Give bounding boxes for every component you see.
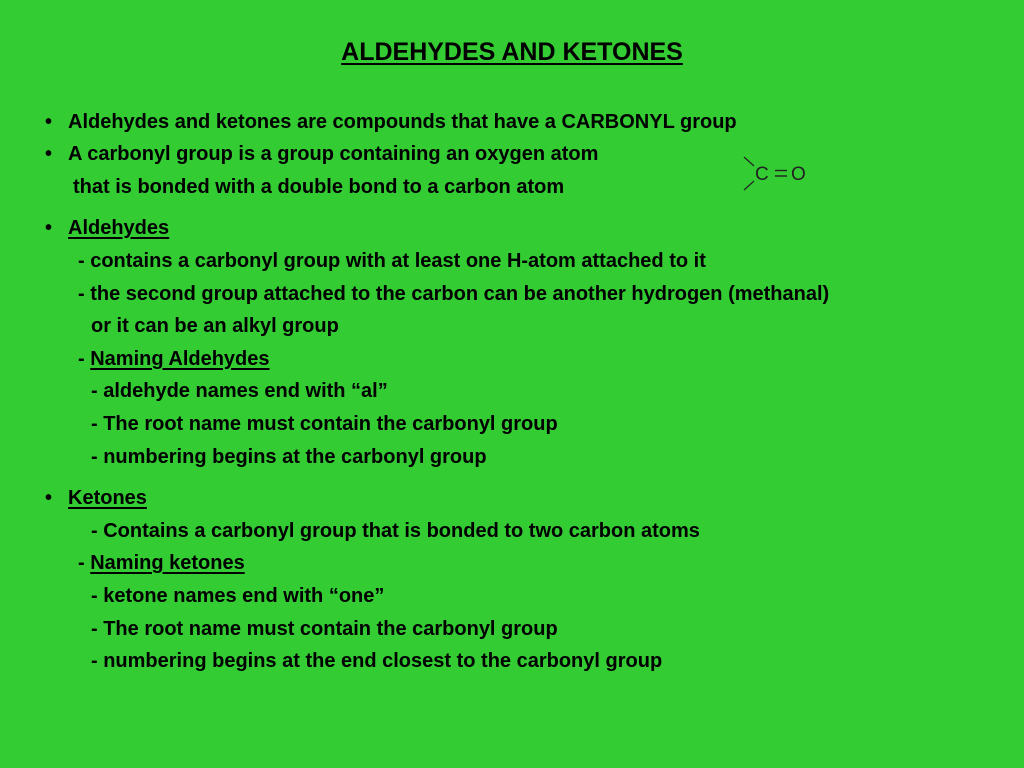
ketones-point-1: - Contains a carbonyl group that is bonded to two carbon atoms <box>91 520 700 542</box>
bullet-marker: • <box>45 487 53 509</box>
carbon-upper-bond <box>744 157 754 166</box>
naming-ketones-prefix: - <box>78 552 91 574</box>
naming-aldehydes-rule-2: - The root name must contain the carbonyl group <box>91 413 558 435</box>
slide-title: ALDEHYDES AND KETONES <box>341 38 683 66</box>
naming-ketones-rule-2: - The root name must contain the carbonyl group <box>91 618 558 640</box>
bullet-marker: • <box>45 111 53 133</box>
intro-line-3: that is bonded with a double bond to a carbon atom <box>73 176 565 198</box>
naming-aldehydes-heading: Naming Aldehydes <box>90 348 270 370</box>
bullet-marker: • <box>45 143 53 165</box>
naming-aldehydes-prefix: - <box>78 348 91 370</box>
ketones-heading: Ketones <box>68 487 147 509</box>
naming-ketones-rule-3: - numbering begins at the end closest to the carbonyl group <box>91 650 663 672</box>
aldehydes-point-1: - contains a carbonyl group with at least one H-atom attached to it <box>78 250 706 272</box>
carbon-lower-bond <box>744 181 754 190</box>
aldehydes-point-2: - the second group attached to the carbon can be another hydrogen (methanal) <box>78 283 830 305</box>
naming-aldehydes-rule-1: - aldehyde names end with “al” <box>91 380 388 402</box>
oxygen-atom-label: O <box>791 164 806 185</box>
naming-ketones-heading: Naming ketones <box>90 552 245 574</box>
intro-line-2: A carbonyl group is a group containing an oxygen atom <box>68 143 599 165</box>
aldehydes-point-2-continued: or it can be an alkyl group <box>91 315 339 337</box>
aldehydes-heading: Aldehydes <box>68 217 170 239</box>
naming-ketones-row <box>78 551 245 575</box>
bullet-marker: • <box>45 217 53 239</box>
naming-aldehydes-rule-3: - numbering begins at the carbonyl group <box>91 446 487 468</box>
carbon-atom-label: C <box>755 164 769 185</box>
naming-ketones-rule-1: - ketone names end with “one” <box>91 585 385 607</box>
carbonyl-group-diagram <box>740 156 814 194</box>
intro-line-1: Aldehydes and ketones are compounds that have a CARBONYL group <box>68 111 737 133</box>
naming-aldehydes-row <box>78 347 270 371</box>
